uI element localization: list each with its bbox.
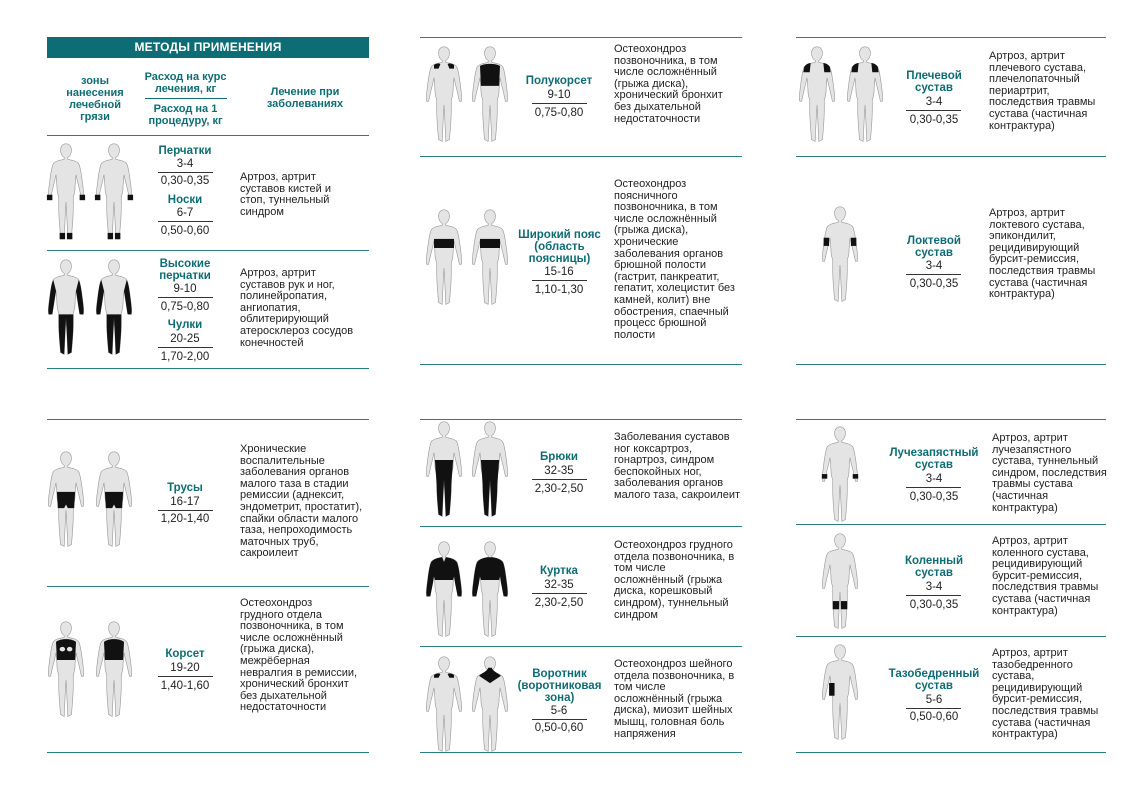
procedure-value: 0,50-0,60 [909, 711, 959, 723]
treatment-text: Хронические воспалительные заболевания органов малого таза в стадии ремиссии (аднексит, эндометрит, простатит), спайки области малого таза, непроходимость маточных труб, сакроилеит [240, 443, 363, 560]
body-back-collar-icon [468, 655, 512, 755]
course-value: 5-6 [925, 694, 943, 706]
procedure-value: 0,30-0,35 [909, 491, 959, 503]
procedure-value: 0,50-0,60 [534, 722, 584, 734]
card-name: Носки [167, 194, 203, 206]
procedure-value: 0,30-0,35 [909, 114, 959, 126]
course-value: 3-4 [925, 260, 943, 272]
treatment-text: Артроз, артрит локтевого сустава, эпикондилит, рецидивирующий бурсит-ремиссия, последствия травмы сустава (частичная контрактура) [989, 207, 1096, 301]
card-name: Куртка [540, 565, 578, 577]
body-back-gloves-icon [92, 142, 136, 242]
card-name: Брюки [540, 451, 578, 463]
body-front-hip-icon [818, 643, 862, 743]
treatment-text: Остеохондроз позвоночника, в том числе осложнённый (грыжа диска), хронический бронхит без дыхательной недостаточности [614, 43, 723, 125]
treatment-text: Артроз, артрит суставов кистей и стоп, туннельный синдром [240, 171, 331, 218]
course-value: 3-4 [925, 96, 943, 108]
body-back-stockings-icon [92, 258, 136, 358]
treatment-text: Остеохондроз грудного отдела позвоночника, в том числе осложнённый (грыжа диска), межрёберная невралгия в ремиссии, хронический бронхит без дыхательной недостаточности [240, 597, 358, 714]
body-front-belt-icon [422, 208, 466, 308]
body-back-shoulder-icon [843, 45, 887, 145]
card-name: Тазобедренный сустав [888, 668, 980, 692]
col-zones-header: зоны нанесения лечебной грязи [66, 75, 124, 123]
procedure-value: 1,40-1,60 [160, 680, 210, 692]
body-back-half-corset-icon [468, 45, 512, 145]
body-front-gloves-icon [44, 142, 88, 242]
course-value: 9-10 [547, 89, 571, 101]
course-value: 19-20 [170, 662, 200, 674]
body-front-half-corset-icon [422, 45, 466, 145]
course-value: 3-4 [925, 581, 943, 593]
card-name: Чулки [167, 319, 203, 331]
card-name: Широкий пояс (область поясницы) [518, 229, 601, 265]
course-value: 15-16 [544, 266, 574, 278]
table-header-bar: МЕТОДЫ ПРИМЕНЕНИЯ [47, 37, 369, 58]
procedure-value: 1,20-1,40 [160, 513, 210, 525]
procedure-value: 0,30-0,35 [909, 599, 959, 611]
course-value: 5-6 [550, 705, 568, 717]
treatment-text: Артроз, артрит коленного сустава, рецидивирующий бурсит-ремиссия, последствия травмы сустава (частичная контрактура) [992, 535, 1099, 617]
course-value: 3-4 [176, 158, 194, 170]
body-front-corset-icon [44, 620, 88, 720]
procedure-value: 0,50-0,60 [160, 225, 210, 237]
card-name: Корсет [165, 648, 205, 660]
course-value: 6-7 [176, 207, 194, 219]
procedure-value: 1,70-2,00 [160, 351, 210, 363]
card-name: Лучезапястный сустав [889, 447, 979, 471]
col-procedure-header: Расход на 1 процедуру, кг [148, 103, 223, 127]
body-back-belt-icon [468, 208, 512, 308]
body-back-jacket-icon [468, 540, 512, 640]
col-course-header: Расход на курс лечения, кг [144, 71, 227, 95]
treatment-text: Остеохондроз поясничного позвоночника, в том числе осложнённый (грыжа диска), хронические заболевания органов брюшной полости (гастрит, панкреатит, гепатит, холецистит без камней, колит) вне обострения, спаечный процесс брюшной полости [614, 178, 735, 341]
card-name: Коленный сустав [904, 555, 964, 579]
card-name: Локтевой сустав [907, 235, 961, 259]
card-name: Перчатки [158, 145, 212, 157]
course-value: 20-25 [170, 333, 200, 345]
body-front-stockings-icon [44, 258, 88, 358]
card-name: Высокие перчатки [159, 258, 211, 282]
body-front-shoulder-icon [795, 45, 839, 145]
body-back-elbow-icon [818, 205, 862, 305]
body-back-corset-icon [92, 620, 136, 720]
procedure-value: 0,75-0,80 [534, 107, 584, 119]
body-back-wrist-icon [818, 425, 862, 525]
procedure-value: 0,30-0,35 [160, 175, 210, 187]
treatment-text: Артроз, артрит лучезапястного сустава, туннельный синдром, последствия травмы сустава (частичная контрактура) [992, 432, 1107, 514]
card-name: Воротник (воротниковая зона) [517, 668, 602, 704]
course-value: 3-4 [925, 473, 943, 485]
body-back-trunks-icon [92, 450, 136, 550]
procedure-value: 2,30-2,50 [534, 483, 584, 495]
treatment-text: Артроз, артрит тазобедренного сустава, рецидивирующий бурсит-ремиссия, последствия травмы сустава (частичная контрактура) [992, 647, 1099, 741]
body-back-knee-icon [818, 532, 862, 632]
body-front-trunks-icon [44, 450, 88, 550]
card-name: Трусы [167, 482, 203, 494]
procedure-value: 1,10-1,30 [534, 284, 584, 296]
treatment-text: Артроз, артрит плечевого сустава, плечелопаточный периартрит, последствия травмы сустава (частичная контрактура) [989, 50, 1096, 132]
col-treatment-header: Лечение при заболеваниях [266, 86, 344, 110]
body-front-pants-icon [422, 420, 466, 520]
body-back-pants-icon [468, 420, 512, 520]
course-value: 9-10 [173, 283, 197, 295]
course-value: 16-17 [170, 496, 200, 508]
course-value: 32-35 [544, 465, 574, 477]
procedure-value: 0,30-0,35 [909, 278, 959, 290]
body-front-jacket-icon [422, 540, 466, 640]
treatment-text: Заболевания суставов ног коксартроз, гонартроз, синдром беспокойных ног, заболевания органов малого таза, сакроилеит [614, 431, 740, 501]
card-name: Плечевой сустав [906, 70, 962, 94]
treatment-text: Остеохондроз шейного отдела позвоночника, в том числе осложнённый (грыжа диска), миозит шейных мышц, головная боль напряжения [614, 658, 735, 740]
body-front-collar-icon [422, 655, 466, 755]
card-name: Полукорсет [525, 75, 593, 87]
treatment-text: Остеохондроз грудного отдела позвоночника, в том числе осложнённый (грыжа диска, корешковый синдром), туннельный синдром [614, 539, 735, 621]
treatment-text: Артроз, артрит суставов рук и ног, полинейропатия, ангиопатия, облитерирующий атеросклероз сосудов конечностей [240, 267, 354, 349]
procedure-value: 0,75-0,80 [160, 301, 210, 313]
course-value: 32-35 [544, 579, 574, 591]
procedure-value: 2,30-2,50 [534, 597, 584, 609]
